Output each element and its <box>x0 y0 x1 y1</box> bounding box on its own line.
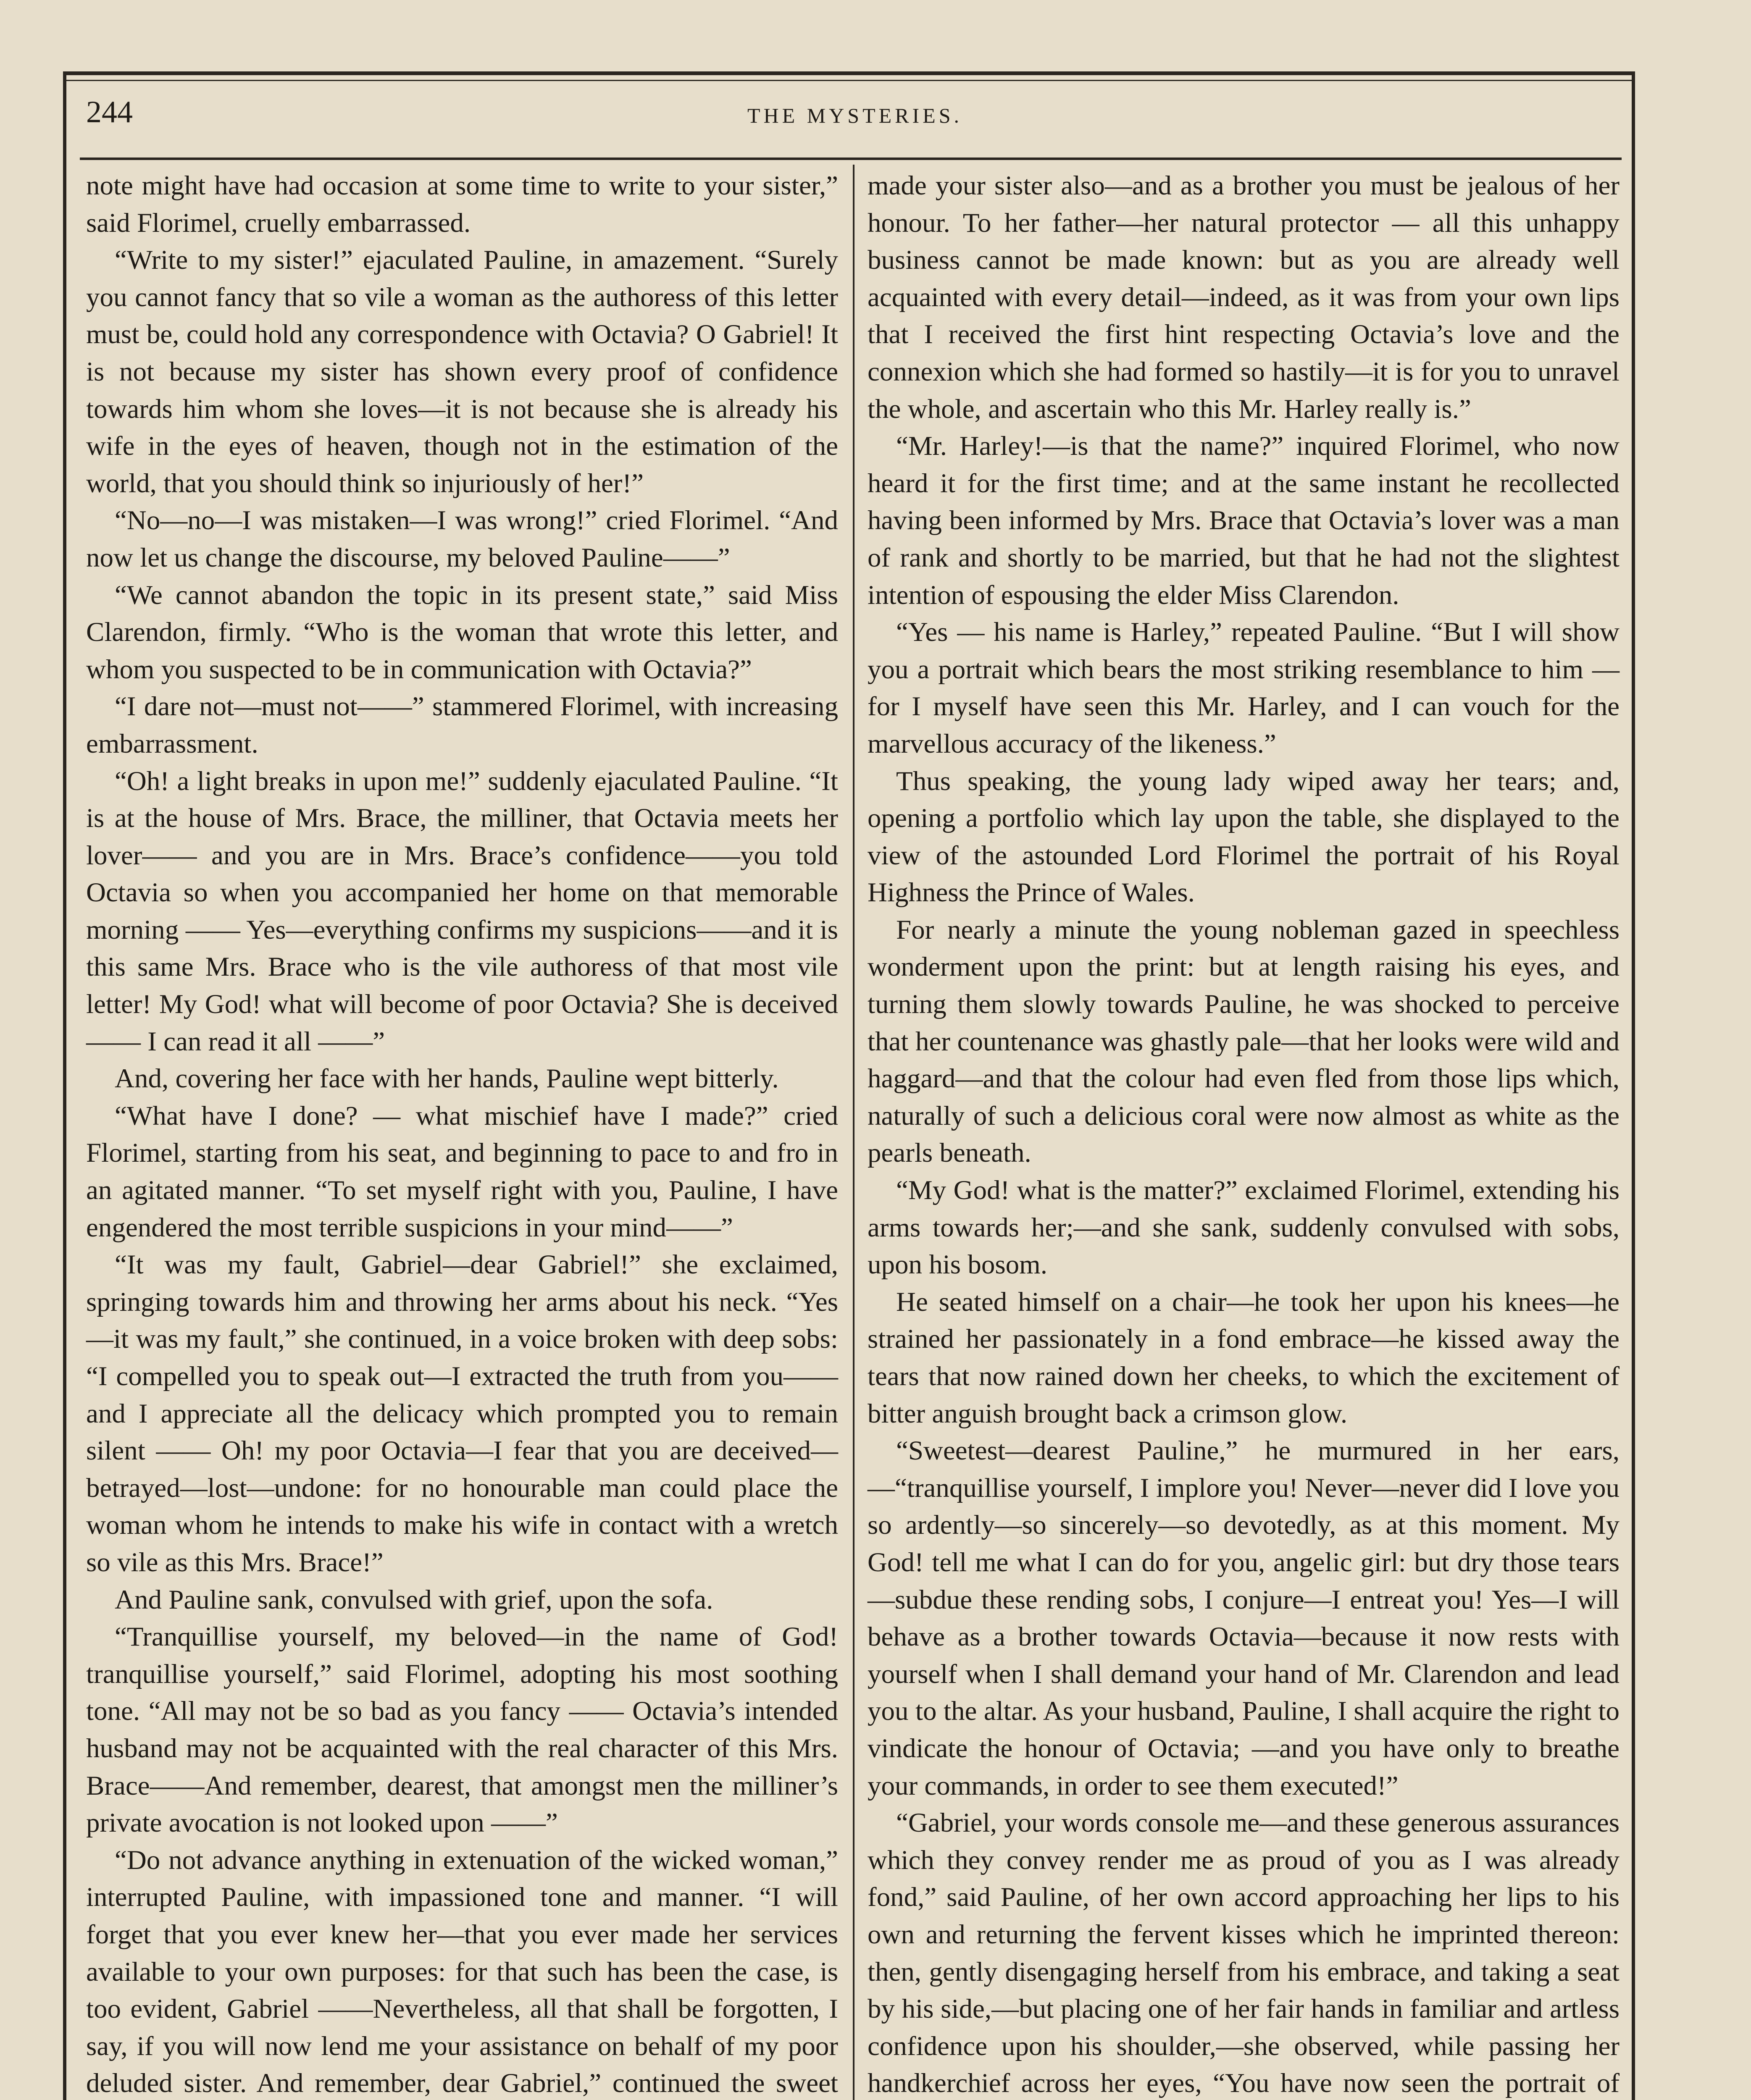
paragraph: “It was my fault, Gabriel—dear Gabriel!” she exclaimed, springing towards him and throwing her arms about his neck. “Yes—it was my fault,” she continued, in a voice broken with deep sobs: “I compelled you to speak out—I extracted the truth from you——and I appreciate all the delicacy which prompted you to remain silent —— Oh! my poor Octavia—I fear that you are deceived—betrayed—lost—undone: for no honourable man could place the woman whom he intends to make his wife in contact with a wretch so vile as this Mrs. Brace!” <box>86 1250 838 1578</box>
left-column <box>86 167 838 2100</box>
paragraph: “Write to my sister!” ejaculated Pauline, in amazement. “Surely you cannot fancy that so vile a woman as the authoress of this letter must be, could hold any correspondence with Octavia? O Gabriel! It is not because my sister has shown every proof of confidence towards him whom she loves—it is not because she is already his wife in the eyes of heaven, though not in the estimation of the world, that you should think so injuriously of her!” <box>86 245 838 499</box>
frame-rule-top-inner <box>63 80 1634 81</box>
paragraph: “We cannot abandon the topic in its present state,” said Miss Clarendon, firmly. “Who is the woman that wrote this letter, and whom you suspected to be in communication with Octavia?” <box>86 580 838 685</box>
paragraph: “Mr. Harley!—is that the name?” inquired Florimel, who now heard it for the first time; and at the same instant he recollected having been informed by Mrs. Brace that Octavia’s lover was a man of rank and shortly to be married, but that he had not the slightest intention of espousing the elder Miss Clarendon. <box>868 431 1620 610</box>
paragraph: “Yes — his name is Harley,” repeated Pauline. “But I will show you a portrait which bears the most striking resemblance to him — for I myself have seen this Mr. Harley, and I can vouch for the marvellous accuracy of the likeness.” <box>868 617 1620 759</box>
running-head: THE MYSTERIES. <box>747 104 962 127</box>
paragraph: “No—no—I was mistaken—I was wrong!” cried Florimel. “And now let us change the discourse, my beloved Pauline——” <box>86 505 838 573</box>
paragraph: And, covering her face with her hands, Pauline wept bitterly. <box>115 1063 779 1094</box>
paragraph: And Pauline sank, convulsed with grief, upon the sofa. <box>115 1584 713 1615</box>
frame-rule-left <box>63 71 66 2100</box>
paragraph: For nearly a minute the young nobleman gazed in speechless wonderment upon the print: but at length raising his eyes, and turning them slowly towards Pauline, he was shocked to perceive that her countenance was ghastly pale—that her looks were wild and haggard—and that the colour had even fled from those lips which, naturally of such a delicious coral were now almost as white as the pearls beneath. <box>868 914 1620 1168</box>
page-header <box>86 88 1624 139</box>
paragraph: “Sweetest—dearest Pauline,” he murmured in her ears,—“tranquillise yourself, I implore you! Never—never did I love you so ardently—so sincerely—so devotedly, as at this moment. My God! tell me what I can do for you, angelic girl: but dry those tears—subdue these rending sobs, I conjure—I entreat you! Yes—I will behave as a brother towards Octavia—because it now rests with yourself when I shall demand your hand of Mr. Clarendon and lead you to the altar. As your husband, Pauline, I shall acquire the right to vindicate the honour of Octavia; —and you have only to breathe your commands, in order to see them executed!” <box>868 1436 1620 1801</box>
right-column <box>868 167 1620 2100</box>
header-rule <box>80 158 1622 160</box>
paragraph: He seated himself on a chair—he took her upon his knees—he strained her passionately in a fond embrace—he kissed away the tears that now rained down her cheeks, to which the excitement of bitter anguish brought back a crimson glow. <box>868 1286 1620 1429</box>
paragraph: made your sister also—and as a brother you must be jealous of her honour. To her father—her natural protector — all this unhappy business cannot be made known: but as you are already well acquainted with every detail—indeed, as it was from your own lips that I received the first hint respecting Octavia’s love and the connexion which she had formed so hastily—it is for you to unravel the whole, and ascertain who this Mr. Harley really is.” <box>868 171 1620 424</box>
frame-rule-top <box>63 71 1634 75</box>
page-number: 244 <box>86 95 133 129</box>
column-divider <box>853 165 854 2100</box>
paragraph: “Do not advance anything in extenuation of the wicked woman,” interrupted Pauline, with impassioned tone and manner. “I will forget that you ever knew her—that you ever made her services available to your own purposes: for that such has been the case, is too evident, Gabriel ——Nevertheless, all that shall be forgotten, I say, if you will now lend me your assistance on behalf of my poor deluded sister. And remember, dear Gabriel,” continued the sweet <box>86 1845 838 2099</box>
paragraph: “Gabriel, your words console me—and these generous assurances which they convey render me as proud of you as I was already fond,” said Pauline, of her own accord approaching her lips to his own and returning the fervent kisses which he imprinted thereon: then, gently disengaging herself from his embrace, and taking a seat by his side,—but placing one of her fair hands in familiar and artless confidence upon his shoulder,—she observed, while passing her handkerchief across her eyes, “You have now seen the portrait of <box>868 1808 1620 2099</box>
paragraph: “Tranquillise yourself, my beloved—in the name of God! tranquillise yourself,” said Florimel, adopting his most soothing tone. “All may not be so bad as you fancy —— Octavia’s intended husband may not be acquainted with the real character of this Mrs. Brace——And remember, dearest, that amongst men the milliner’s private avocation is not looked upon ——” <box>86 1622 838 1838</box>
paragraph: Thus speaking, the young lady wiped away her tears; and, opening a portfolio which lay upon the table, she displayed to the view of the astounded Lord Florimel the portrait of his Royal Highness the Prince of Wales. <box>868 766 1620 908</box>
paragraph: note might have had occasion at some time to write to your sister,” said Florimel, cruelly embarrassed. <box>86 171 838 238</box>
paragraph: “What have I done? — what mischief have I made?” cried Florimel, starting from his seat, and beginning to pace to and fro in an agitated manner. “To set myself right with you, Pauline, I have engendered the most terrible suspicions in your mind——” <box>86 1100 838 1243</box>
paragraph: “Oh! a light breaks in upon me!” suddenly ejaculated Pauline. “It is at the house of Mrs. Brace, the milliner, that Octavia meets her lover—— and you are in Mrs. Brace’s confidence——you told Octavia so when you accompanied her home on that memorable morning —— Yes—everything confirms my suspicions——and it is this same Mrs. Brace who is the vile authoress of that most vile letter! My God! what will become of poor Octavia? She is deceived —— I can read it all ——” <box>86 766 838 1057</box>
paragraph: “I dare not—must not——” stammered Florimel, with increasing embarrassment. <box>86 691 838 759</box>
frame-rule-right <box>1632 71 1635 2100</box>
paragraph: “My God! what is the matter?” exclaimed Florimel, extending his arms towards her;—and she sank, suddenly convulsed with sobs, upon his bosom. <box>868 1175 1620 1280</box>
